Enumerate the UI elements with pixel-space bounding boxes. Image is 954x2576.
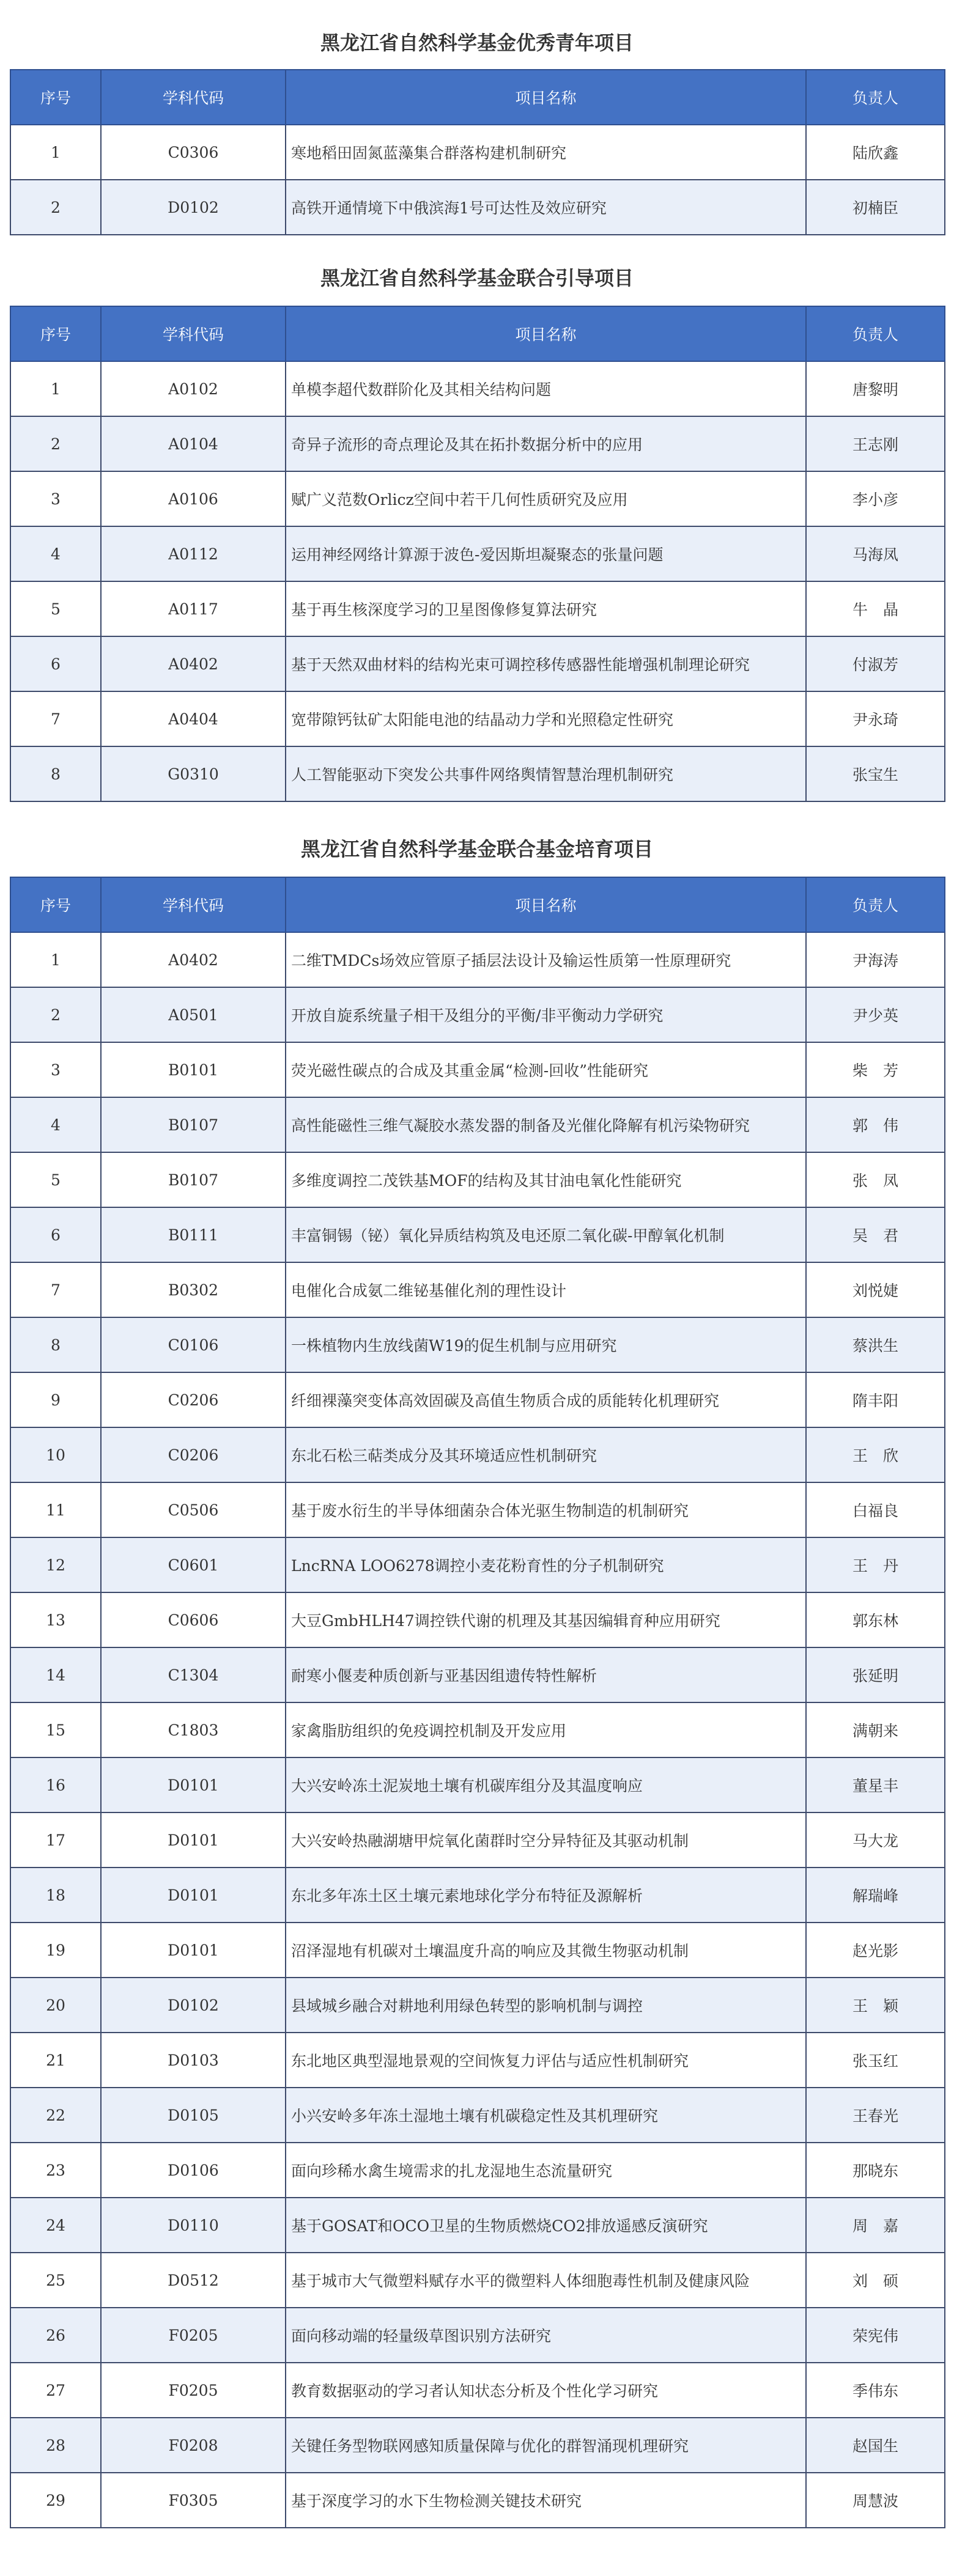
cell-subject-code: B0107: [101, 1152, 286, 1207]
cell-index: 3: [10, 1042, 101, 1097]
cell-principal: 蔡洪生: [806, 1317, 945, 1372]
cell-subject-code: C0606: [101, 1592, 286, 1647]
cell-index: 1: [10, 932, 101, 987]
cell-subject-code: C0506: [101, 1482, 286, 1537]
cell-principal: 王春光: [806, 2088, 945, 2143]
section-title-excellent-youth: 黑龙江省自然科学基金优秀青年项目: [320, 31, 634, 54]
cell-subject-code: A0104: [101, 416, 286, 471]
cell-project-name: 县域城乡融合对耕地利用绿色转型的影响机制与调控: [286, 1978, 806, 2033]
cell-subject-code: D0101: [101, 1923, 286, 1978]
cell-principal: 李小彦: [806, 471, 945, 526]
cell-subject-code: D0105: [101, 2088, 286, 2143]
cell-index: 18: [10, 1868, 101, 1923]
cell-subject-code: F0208: [101, 2418, 286, 2473]
cell-principal: 荣宪伟: [806, 2308, 945, 2363]
cell-subject-code: D0102: [101, 1978, 286, 2033]
cell-principal: 刘悦婕: [806, 1262, 945, 1317]
cell-subject-code: F0205: [101, 2363, 286, 2418]
cell-project-name: 高铁开通情境下中俄滨海1号可达性及效应研究: [286, 180, 806, 235]
cell-project-name: 大兴安岭热融湖塘甲烷氧化菌群时空分异特征及其驱动机制: [286, 1812, 806, 1868]
cell-project-name: 基于GOSAT和OCO卫星的生物质燃烧CO2排放遥感反演研究: [286, 2198, 806, 2253]
cell-project-name: 奇异子流形的奇点理论及其在拓扑数据分析中的应用: [286, 416, 806, 471]
cell-index: 2: [10, 180, 101, 235]
cell-subject-code: C0206: [101, 1372, 286, 1427]
cell-index: 20: [10, 1978, 101, 2033]
table-joint-guidance: [10, 306, 945, 802]
cell-project-name: 电催化合成氨二维铋基催化剂的理性设计: [286, 1262, 806, 1317]
cell-project-name: 大兴安岭冻土泥炭地土壤有机碳库组分及其温度响应: [286, 1757, 806, 1812]
table-row: [10, 1042, 945, 1097]
cell-principal: 王 丹: [806, 1537, 945, 1592]
table-row: [10, 636, 945, 691]
cell-project-name: 丰富铜锡（铋）氧化异质结构筑及电还原二氧化碳-甲醇氧化机制: [286, 1207, 806, 1262]
cell-index: 2: [10, 416, 101, 471]
table-row: [10, 1592, 945, 1647]
cell-subject-code: A0102: [101, 361, 286, 416]
cell-subject-code: D0103: [101, 2033, 286, 2088]
cell-project-name: 荧光磁性碳点的合成及其重金属“检测-回收”性能研究: [286, 1042, 806, 1097]
cell-principal: 满朝来: [806, 1702, 945, 1757]
cell-principal: 尹永琦: [806, 691, 945, 746]
cell-principal: 王 颖: [806, 1978, 945, 2033]
section-title-joint-guidance: 黑龙江省自然科学基金联合引导项目: [320, 267, 634, 290]
cell-project-name: 基于城市大气微塑料赋存水平的微塑料人体细胞毒性机制及健康风险: [286, 2253, 806, 2308]
cell-principal: 刘 硕: [806, 2253, 945, 2308]
cell-index: 23: [10, 2143, 101, 2198]
cell-project-name: 纤细裸藻突变体高效固碳及高值生物质合成的质能转化机理研究: [286, 1372, 806, 1427]
table-row: [10, 2308, 945, 2363]
cell-principal: 赵光影: [806, 1923, 945, 1978]
table-excellent-youth: [10, 69, 945, 235]
cell-principal: 尹少英: [806, 987, 945, 1042]
header-principal: 负责人: [806, 70, 945, 125]
cell-principal: 柴 芳: [806, 1042, 945, 1097]
cell-principal: 张 凤: [806, 1152, 945, 1207]
cell-project-name: 宽带隙钙钛矿太阳能电池的结晶动力学和光照稳定性研究: [286, 691, 806, 746]
cell-project-name: 家禽脂肪组织的免疫调控机制及开发应用: [286, 1702, 806, 1757]
header-project-name: 项目名称: [286, 306, 806, 361]
cell-index: 21: [10, 2033, 101, 2088]
cell-project-name: 单模李超代数群阶化及其相关结构问题: [286, 361, 806, 416]
cell-principal: 周 嘉: [806, 2198, 945, 2253]
header-index: 序号: [10, 70, 101, 125]
cell-subject-code: A0402: [101, 932, 286, 987]
cell-principal: 那晓东: [806, 2143, 945, 2198]
cell-principal: 张宝生: [806, 746, 945, 801]
cell-index: 3: [10, 471, 101, 526]
cell-principal: 唐黎明: [806, 361, 945, 416]
table-row: [10, 2033, 945, 2088]
cell-subject-code: C0601: [101, 1537, 286, 1592]
table-row: [10, 1097, 945, 1152]
cell-index: 25: [10, 2253, 101, 2308]
cell-index: 4: [10, 526, 101, 581]
table-row: [10, 1978, 945, 2033]
cell-subject-code: C1803: [101, 1702, 286, 1757]
cell-principal: 董星丰: [806, 1757, 945, 1812]
cell-subject-code: C1304: [101, 1647, 286, 1702]
table-row: [10, 2198, 945, 2253]
cell-index: 19: [10, 1923, 101, 1978]
cell-index: 5: [10, 581, 101, 636]
table-row: [10, 2088, 945, 2143]
table-row: [10, 2473, 945, 2528]
cell-principal: 张玉红: [806, 2033, 945, 2088]
cell-principal: 王 欣: [806, 1427, 945, 1482]
section-title-joint-cultivation: 黑龙江省自然科学基金联合基金培育项目: [300, 837, 653, 861]
cell-principal: 付淑芳: [806, 636, 945, 691]
cell-index: 15: [10, 1702, 101, 1757]
table-row: [10, 932, 945, 987]
table-row: [10, 1812, 945, 1868]
cell-index: 11: [10, 1482, 101, 1537]
cell-subject-code: A0117: [101, 581, 286, 636]
cell-project-name: 赋广义范数Orlicz空间中若干几何性质研究及应用: [286, 471, 806, 526]
table-row: [10, 1647, 945, 1702]
cell-index: 27: [10, 2363, 101, 2418]
cell-subject-code: C0206: [101, 1427, 286, 1482]
cell-principal: 周慧波: [806, 2473, 945, 2528]
cell-project-name: 人工智能驱动下突发公共事件网络舆情智慧治理机制研究: [286, 746, 806, 801]
cell-principal: 尹海涛: [806, 932, 945, 987]
table-header-row: [10, 70, 945, 125]
cell-principal: 吴 君: [806, 1207, 945, 1262]
cell-subject-code: D0106: [101, 2143, 286, 2198]
table-header-row: [10, 306, 945, 361]
cell-index: 26: [10, 2308, 101, 2363]
cell-subject-code: D0102: [101, 180, 286, 235]
cell-project-name: 面向移动端的轻量级草图识别方法研究: [286, 2308, 806, 2363]
cell-subject-code: D0101: [101, 1757, 286, 1812]
table-row: [10, 691, 945, 746]
cell-project-name: 小兴安岭多年冻土湿地土壤有机碳稳定性及其机理研究: [286, 2088, 806, 2143]
cell-project-name: 开放自旋系统量子相干及组分的平衡/非平衡动力学研究: [286, 987, 806, 1042]
cell-index: 7: [10, 1262, 101, 1317]
cell-subject-code: D0101: [101, 1868, 286, 1923]
cell-project-name: 基于天然双曲材料的结构光束可调控移传感器性能增强机制理论研究: [286, 636, 806, 691]
header-subject-code: 学科代码: [101, 70, 286, 125]
cell-principal: 郭 伟: [806, 1097, 945, 1152]
cell-subject-code: A0112: [101, 526, 286, 581]
cell-subject-code: D0512: [101, 2253, 286, 2308]
header-index: 序号: [10, 877, 101, 932]
cell-project-name: 东北多年冻土区土壤元素地球化学分布特征及源解析: [286, 1868, 806, 1923]
table-row: [10, 471, 945, 526]
cell-index: 6: [10, 636, 101, 691]
table-row: [10, 581, 945, 636]
cell-subject-code: B0302: [101, 1262, 286, 1317]
table-row: [10, 2143, 945, 2198]
cell-subject-code: A0402: [101, 636, 286, 691]
cell-index: 29: [10, 2473, 101, 2528]
table-joint-cultivation: [10, 877, 945, 2528]
cell-index: 1: [10, 361, 101, 416]
cell-project-name: 教育数据驱动的学习者认知状态分析及个性化学习研究: [286, 2363, 806, 2418]
table-row: [10, 987, 945, 1042]
cell-project-name: 面向珍稀水禽生境需求的扎龙湿地生态流量研究: [286, 2143, 806, 2198]
table-row: [10, 1702, 945, 1757]
cell-principal: 王志刚: [806, 416, 945, 471]
cell-subject-code: B0101: [101, 1042, 286, 1097]
cell-principal: 陆欣鑫: [806, 125, 945, 180]
cell-project-name: 多维度调控二茂铁基MOF的结构及其甘油电氧化性能研究: [286, 1152, 806, 1207]
cell-subject-code: F0205: [101, 2308, 286, 2363]
cell-project-name: 沼泽湿地有机碳对土壤温度升高的响应及其微生物驱动机制: [286, 1923, 806, 1978]
cell-project-name: 基于深度学习的水下生物检测关键技术研究: [286, 2473, 806, 2528]
table-row: [10, 1207, 945, 1262]
cell-subject-code: B0107: [101, 1097, 286, 1152]
cell-project-name: 运用神经网络计算源于波色-爱因斯坦凝聚态的张量问题: [286, 526, 806, 581]
header-subject-code: 学科代码: [101, 877, 286, 932]
cell-index: 8: [10, 1317, 101, 1372]
table-row: [10, 1537, 945, 1592]
cell-principal: 牛 晶: [806, 581, 945, 636]
cell-principal: 解瑞峰: [806, 1868, 945, 1923]
cell-project-name: 关键任务型物联网感知质量保障与优化的群智涌现机理研究: [286, 2418, 806, 2473]
cell-index: 9: [10, 1372, 101, 1427]
cell-project-name: 高性能磁性三维气凝胶水蒸发器的制备及光催化降解有机污染物研究: [286, 1097, 806, 1152]
table-row: [10, 1317, 945, 1372]
cell-index: 1: [10, 125, 101, 180]
cell-subject-code: C0306: [101, 125, 286, 180]
cell-subject-code: C0106: [101, 1317, 286, 1372]
cell-subject-code: A0106: [101, 471, 286, 526]
cell-index: 2: [10, 987, 101, 1042]
cell-subject-code: B0111: [101, 1207, 286, 1262]
table-row: [10, 1757, 945, 1812]
cell-principal: 张延明: [806, 1647, 945, 1702]
header-principal: 负责人: [806, 306, 945, 361]
cell-principal: 赵国生: [806, 2418, 945, 2473]
cell-project-name: 基于废水衍生的半导体细菌杂合体光驱生物制造的机制研究: [286, 1482, 806, 1537]
cell-index: 5: [10, 1152, 101, 1207]
table-row: [10, 180, 945, 235]
cell-project-name: 大豆GmbHLH47调控铁代谢的机理及其基因编辑育种应用研究: [286, 1592, 806, 1647]
cell-project-name: 东北地区典型湿地景观的空间恢复力评估与适应性机制研究: [286, 2033, 806, 2088]
cell-index: 7: [10, 691, 101, 746]
header-principal: 负责人: [806, 877, 945, 932]
cell-subject-code: G0310: [101, 746, 286, 801]
table-row: [10, 125, 945, 180]
cell-project-name: 东北石松三萜类成分及其环境适应性机制研究: [286, 1427, 806, 1482]
table-row: [10, 2363, 945, 2418]
header-index: 序号: [10, 306, 101, 361]
table-row: [10, 1482, 945, 1537]
cell-subject-code: A0404: [101, 691, 286, 746]
table-row: [10, 416, 945, 471]
table-row: [10, 746, 945, 801]
cell-principal: 隋丰阳: [806, 1372, 945, 1427]
table-row: [10, 1868, 945, 1923]
cell-subject-code: A0501: [101, 987, 286, 1042]
cell-project-name: 二维TMDCs场效应管原子插层法设计及输运性质第一性原理研究: [286, 932, 806, 987]
cell-index: 4: [10, 1097, 101, 1152]
cell-subject-code: D0110: [101, 2198, 286, 2253]
cell-project-name: 寒地稻田固氮蓝藻集合群落构建机制研究: [286, 125, 806, 180]
table-row: [10, 1372, 945, 1427]
cell-project-name: 耐寒小偃麦种质创新与亚基因组遗传特性解析: [286, 1647, 806, 1702]
cell-principal: 初楠臣: [806, 180, 945, 235]
cell-project-name: LncRNA LOO6278调控小麦花粉育性的分子机制研究: [286, 1537, 806, 1592]
cell-index: 10: [10, 1427, 101, 1482]
table-row: [10, 1923, 945, 1978]
table-row: [10, 361, 945, 416]
cell-index: 24: [10, 2198, 101, 2253]
cell-principal: 白福良: [806, 1482, 945, 1537]
header-project-name: 项目名称: [286, 70, 806, 125]
table-row: [10, 1262, 945, 1317]
cell-index: 17: [10, 1812, 101, 1868]
table-row: [10, 2253, 945, 2308]
table-row: [10, 526, 945, 581]
table-row: [10, 1152, 945, 1207]
cell-principal: 季伟东: [806, 2363, 945, 2418]
cell-index: 22: [10, 2088, 101, 2143]
cell-principal: 郭东林: [806, 1592, 945, 1647]
cell-index: 16: [10, 1757, 101, 1812]
cell-index: 6: [10, 1207, 101, 1262]
cell-index: 12: [10, 1537, 101, 1592]
cell-subject-code: F0305: [101, 2473, 286, 2528]
cell-subject-code: D0101: [101, 1812, 286, 1868]
header-project-name: 项目名称: [286, 877, 806, 932]
cell-project-name: 一株植物内生放线菌W19的促生机制与应用研究: [286, 1317, 806, 1372]
table-header-row: [10, 877, 945, 932]
cell-principal: 马海凤: [806, 526, 945, 581]
table-row: [10, 2418, 945, 2473]
cell-project-name: 基于再生核深度学习的卫星图像修复算法研究: [286, 581, 806, 636]
cell-index: 8: [10, 746, 101, 801]
cell-index: 13: [10, 1592, 101, 1647]
table-row: [10, 1427, 945, 1482]
cell-index: 28: [10, 2418, 101, 2473]
cell-principal: 马大龙: [806, 1812, 945, 1868]
cell-index: 14: [10, 1647, 101, 1702]
header-subject-code: 学科代码: [101, 306, 286, 361]
